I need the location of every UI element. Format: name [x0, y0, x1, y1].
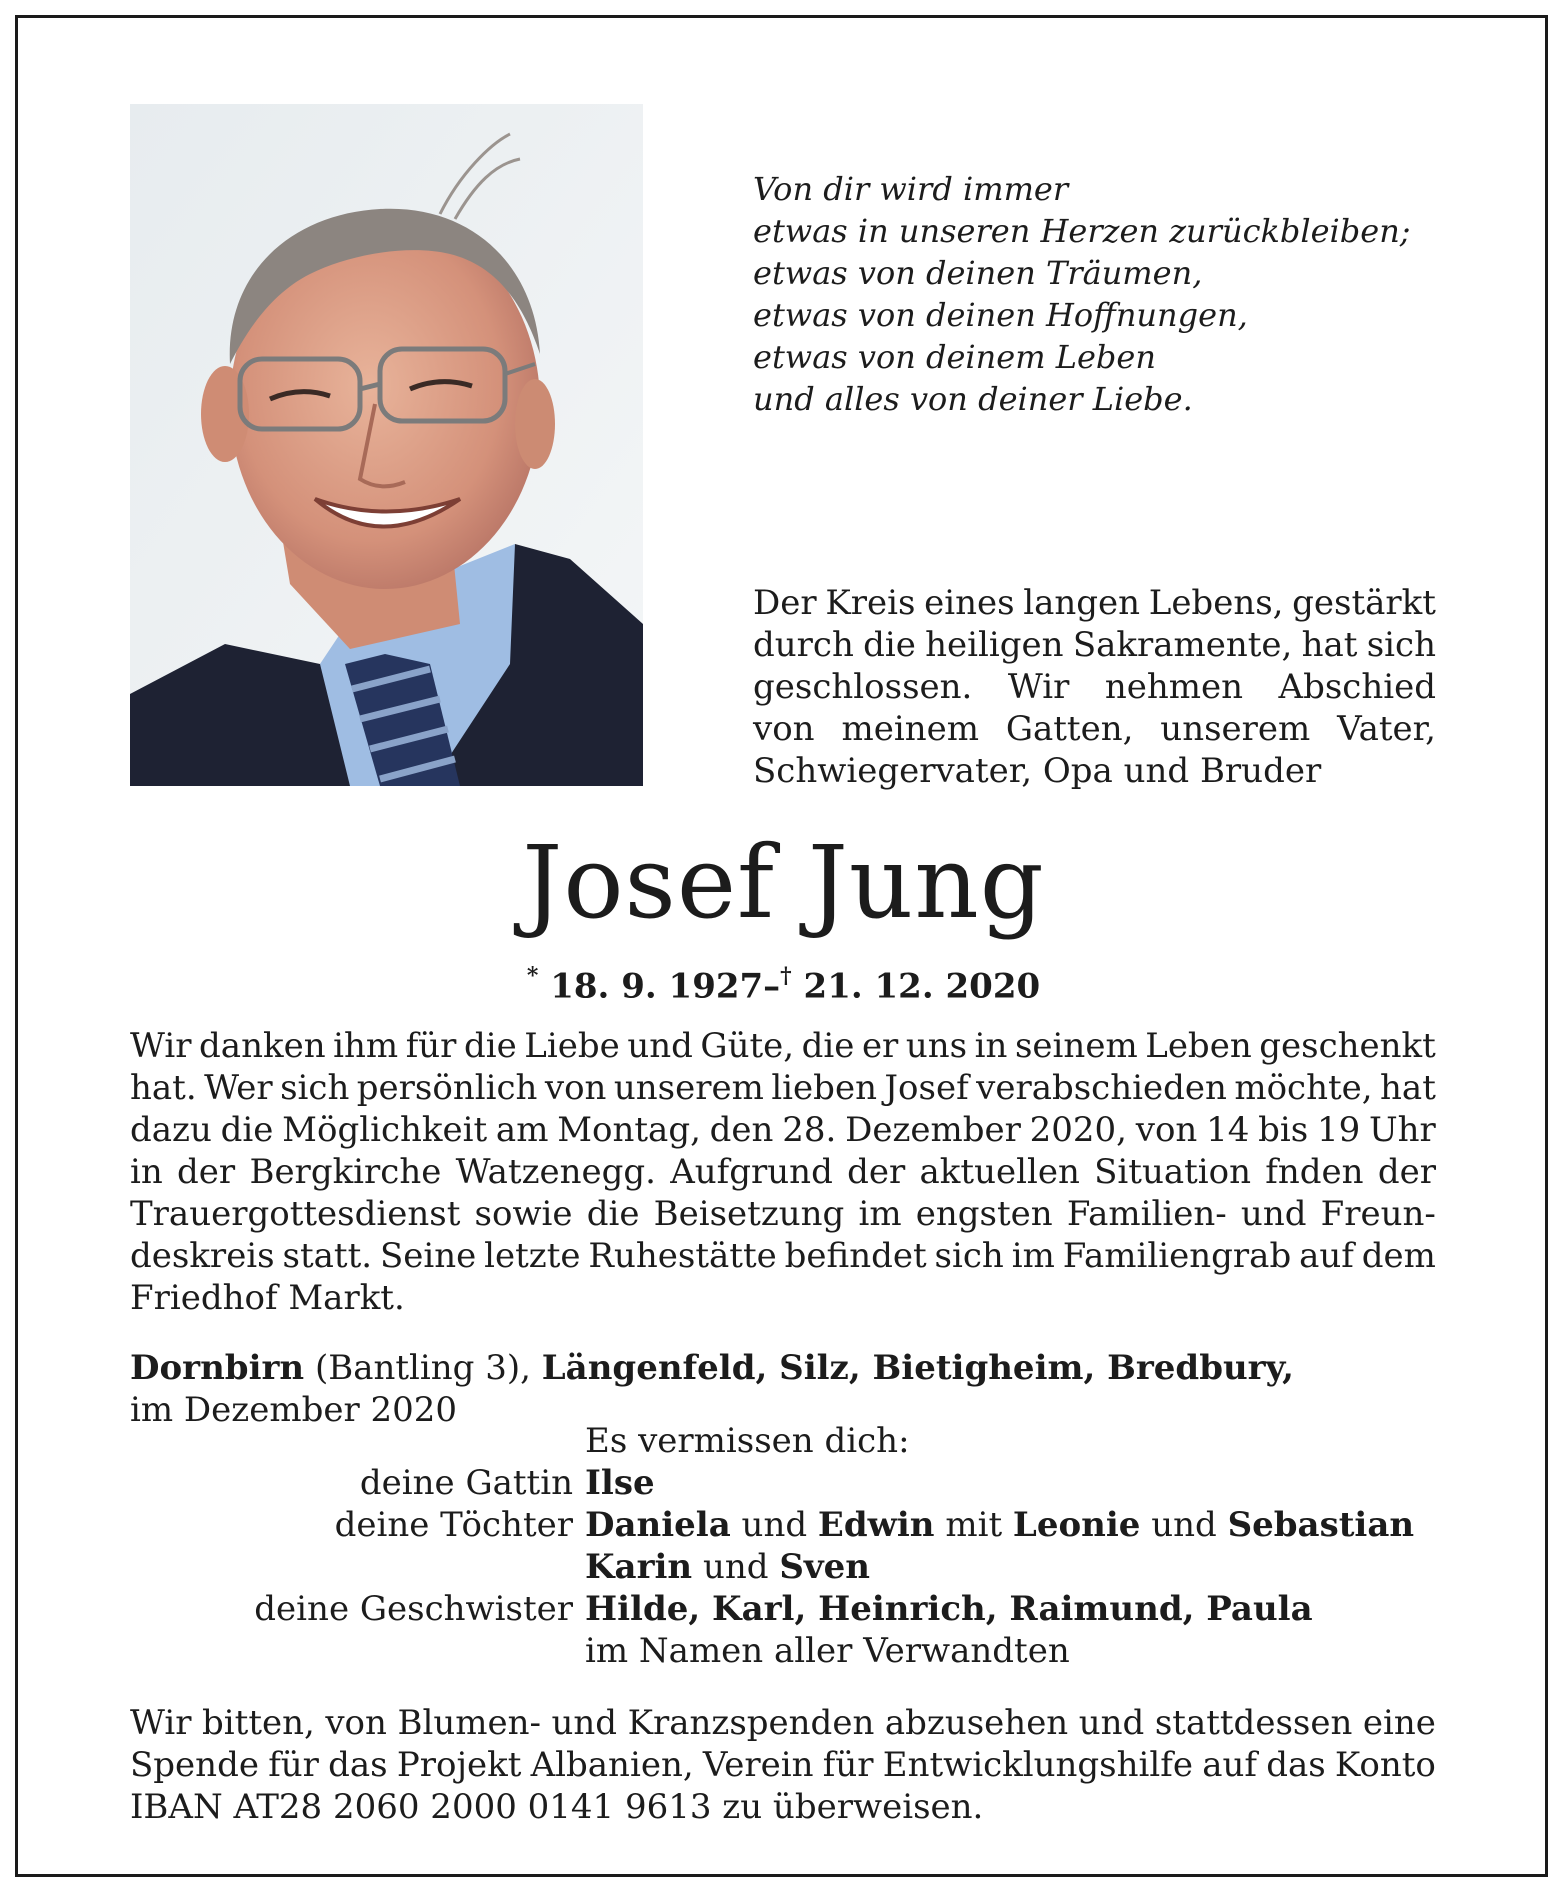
- intro-line: durch die heiligen Sakramente, hat sich: [753, 625, 1436, 665]
- life-dates: [0, 958, 1567, 1006]
- poem-line: etwas von deinen Träumen,: [753, 254, 1203, 292]
- conjunction: mit: [945, 1505, 1003, 1545]
- partner-name: Sven: [779, 1547, 870, 1587]
- death-date: 21. 12. 2020: [803, 966, 1041, 1007]
- grandchild-name: Sebastian: [1227, 1505, 1415, 1545]
- body-line: hat. Wer sich persönlich von unserem lieben Josef verabschieden möchte, hat: [130, 1068, 1436, 1108]
- intro-paragraph: [753, 582, 1436, 792]
- conjunction: und: [741, 1505, 808, 1545]
- body-line: Friedhof Markt.: [130, 1278, 405, 1318]
- daughter-name: Daniela: [585, 1505, 731, 1545]
- relatives-line: im Namen aller Verwandten: [585, 1631, 1070, 1671]
- birth-symbol: *: [526, 963, 539, 989]
- body-line: in der Bergkirche Watzenegg. Aufgrund der aktuellen Situation fnden der: [130, 1152, 1436, 1192]
- places-block: [130, 1347, 1294, 1431]
- place-date: im Dezember 2020: [130, 1390, 458, 1430]
- donation-paragraph: [130, 1702, 1436, 1828]
- poem-line: und alles von deiner Liebe.: [753, 380, 1193, 418]
- intro-line: Schwiegervater, Opa und Bruder: [753, 751, 1322, 791]
- portrait-photo: [130, 104, 643, 786]
- survivors-list: [130, 1420, 1450, 1672]
- poem-line: Von dir wird immer: [753, 170, 1069, 208]
- survivors-heading: Es vermissen dich:: [585, 1421, 910, 1461]
- body-paragraph: [130, 1025, 1436, 1319]
- conjunction: und: [702, 1547, 769, 1587]
- poem: [753, 168, 1473, 420]
- grandchild-name: Leonie: [1012, 1505, 1141, 1545]
- body-line: Wir danken ihm für die Liebe und Güte, die er uns in seinem Leben geschenkt: [130, 1026, 1436, 1066]
- siblings-names: Hilde, Karl, Heinrich, Raimund, Paula: [585, 1589, 1313, 1629]
- city: Dornbirn: [130, 1348, 305, 1388]
- poem-line: etwas von deinen Hoffnungen,: [753, 296, 1248, 334]
- poem-line: etwas von deinem Leben: [753, 338, 1156, 376]
- other-places: Längenfeld, Silz, Bietigheim, Bredbury,: [541, 1348, 1294, 1388]
- birth-date: 18. 9. 1927–: [550, 966, 781, 1007]
- closing-line: Spende für das Projekt Albanien, Verein für Entwicklungshilfe auf das Konto: [130, 1745, 1436, 1785]
- relation-label: deine Geschwister: [254, 1589, 573, 1629]
- relation-label: deine Gattin: [359, 1463, 573, 1503]
- conjunction: und: [1151, 1505, 1217, 1545]
- intro-line: Der Kreis eines langen Lebens, gestärkt: [753, 583, 1436, 623]
- daughter-name: Karin: [585, 1547, 693, 1587]
- address: (Bantling 3),: [314, 1348, 531, 1388]
- closing-line: IBAN AT28 2060 2000 0141 9613 zu überweisen.: [130, 1787, 984, 1827]
- body-line: Trauergottesdienst sowie die Beisetzung im engsten Familien- und Freun-: [130, 1194, 1436, 1234]
- body-line: deskreis statt. Seine letzte Ruhestätte befindet sich im Familiengrab auf dem: [130, 1236, 1436, 1276]
- wife-name: Ilse: [585, 1463, 655, 1503]
- intro-line: geschlossen. Wir nehmen Abschied: [753, 667, 1436, 707]
- death-symbol: †: [780, 963, 792, 989]
- intro-line: von meinem Gatten, unserem Vater,: [753, 709, 1436, 749]
- poem-line: etwas in unseren Herzen zurückbleiben;: [753, 212, 1411, 250]
- relation-label: deine Töchter: [334, 1505, 573, 1545]
- closing-line: Wir bitten, von Blumen- und Kranzspenden abzusehen und stattdessen eine: [130, 1703, 1436, 1743]
- deceased-name: Josef Jung: [522, 824, 1045, 941]
- body-line: dazu die Möglichkeit am Montag, den 28. Dezember 2020, von 14 bis 19 Uhr: [130, 1110, 1436, 1150]
- partner-name: Edwin: [817, 1505, 935, 1545]
